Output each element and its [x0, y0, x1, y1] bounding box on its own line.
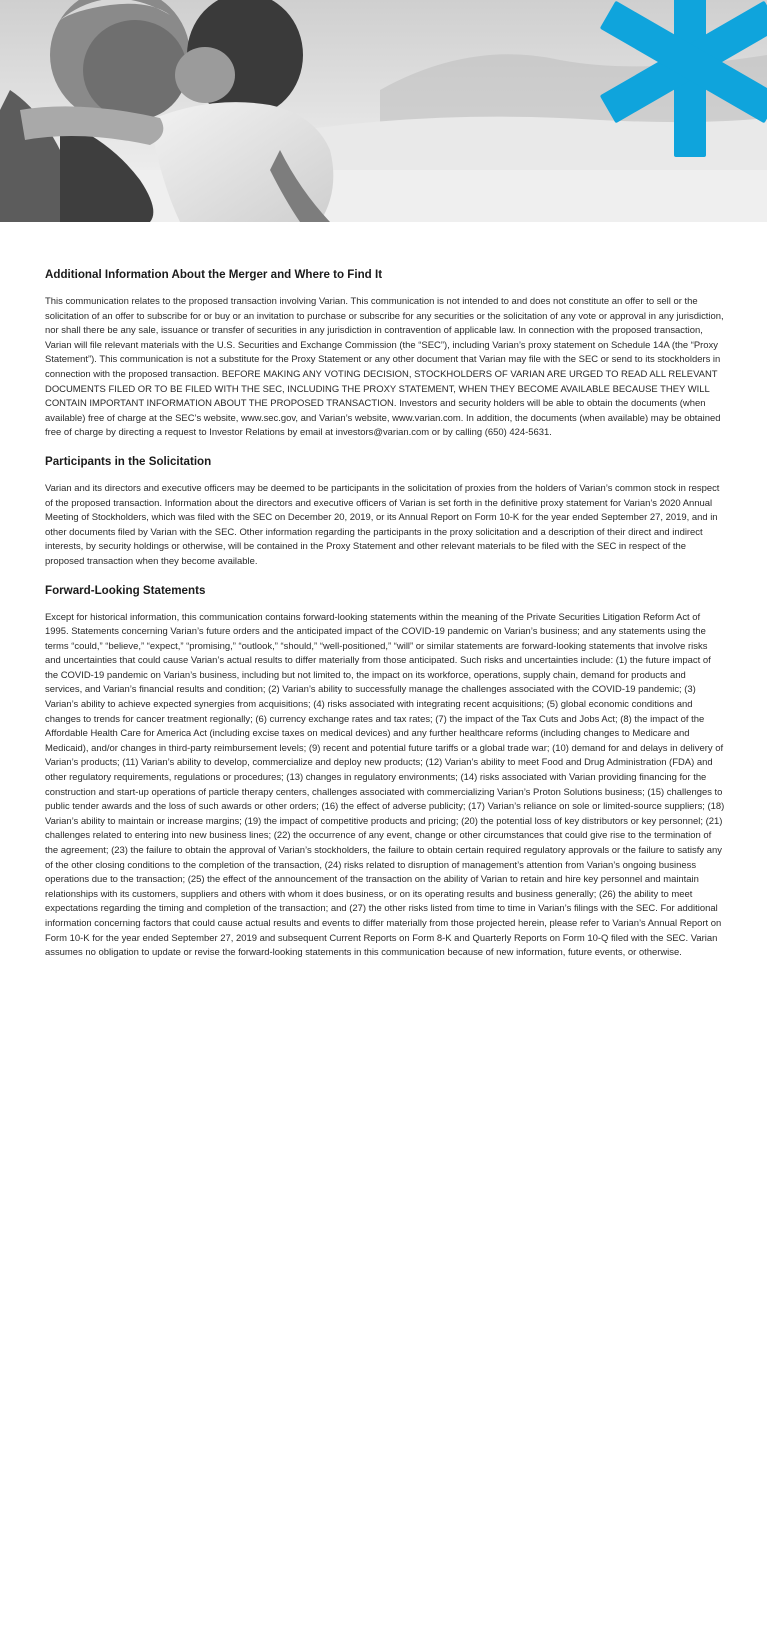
document-body: [45, 268, 725, 975]
section-participants: [45, 455, 725, 570]
section-body: Varian and its directors and executive officers may be deemed to be participants in the solicitation of proxies from the holders of Varian’s common stock in respect of the proposed transaction. Information about the directors and executive officers of Varian is set forth in the definitive proxy statement for Varian’s 2020 Annual Meeting of Stockholders, which was filed with the SEC on December 20, 2019, or its Annual Report on Form 10-K for the year ended September 27, 2019, and in other documents filed by Varian with the SEC. Other information regarding the participants in the proxy solicitation and a description of their direct and indirect interests, by security holdings or otherwise, will be contained in the Proxy Statement and other relevant materials to be filed with the SEC in respect of the proposed transaction when they become available.: [45, 482, 720, 567]
header-photo: [0, 0, 767, 222]
section-forward-looking: [45, 584, 725, 961]
section-heading: Participants in the Solicitation: [45, 454, 212, 468]
section-heading: Additional Information About the Merger and Where to Find It: [45, 268, 383, 281]
header-photo-illustration: [0, 0, 767, 222]
section-merger-info: [45, 268, 725, 441]
section-heading: Forward-Looking Statements: [45, 583, 206, 597]
section-body: Except for historical information, this communication contains forward-looking statements within the meaning of the Private Securities Litigation Reform Act of 1995. Statements concerning Varian’s future orders and the anticipated impact of the COVID-19 pandemic on Varian’s business; and any statements using the terms “could,” “believe,” “expect,” “promising,” “outlook,” “should,” “well-positioned,” “will” or similar statements are forward-looking statements that involve risks and uncertainties that could cause Varian’s actual results to differ materially from those anticipated. Such risks and uncertainties include: (1) the future impact of the COVID-19 pandemic on Varian’s business, including but not limited to, the impact on its workforce, operations, supply chain, demand for products and services, and Varian’s financial results and condition; (2) Varian’s ability to successfully manage the challenges associated with the COVID-19 pandemic; (3) Varian’s ability to achieve expected synergies from acquisitions; (4) risks associated with integrating recent acquisitions; (5) global economic conditions and changes to trends for cancer treatment regionally; (6) currency exchange rates and tax rates; (7) the impact of the Tax Cuts and Jobs Act; (8) the impact of the Affordable Health Care for America Act (including excise taxes on medical devices) and any further healthcare reforms (including changes to Medicare and Medicaid), and/or changes in third-party reimbursement levels; (9) recent and potential future tariffs or a global trade war; (10) demand for and delays in delivery of Varian’s products; (11) Varian’s ability to develop, commercialize and deploy new products; (12) Varian’s ability to meet Food and Drug Administration (FDA) and other regulatory requirements, regulations or procedures; (13) changes in regulatory environments; (14) risks associated with Varian providing financing for the construction and start-up operations of particle therapy centers, challenges associated with commercializing Varian’s Proton Solutions business; (15) challenges to public tender awards and the loss of such awards or other orders; (16) the effect of adverse publicity; (17) Varian’s reliance on sole or limited-source suppliers; (18) Varian’s ability to maintain or increase margins; (19) the impact of competitive products and pricing; (20) the potential loss of key distributors or key personnel; (21) challenges related to entering into new business lines; (22) the occurrence of any event, change or other circumstances that could give rise to the termination of the agreement; (23) the failure to obtain the approval of Varian’s stockholders, the failure to obtain certain required regulatory approvals or the failure to satisfy any of the other closing conditions to the completion of the transaction, (24) risks related to disruption of management’s attention from Varian’s ongoing business operations due to the transaction; (25) the effect of the announcement of the transaction on the ability of Varian to retain and hire key personnel and maintain relationships with its customers, suppliers and others with whom it does business, or on its operating results and business generally; (26) the ability to meet expectations regarding the timing and completion of the transaction; and (27) the other risks listed from time to time in Varian’s filings with the SEC. For additional information concerning factors that could cause actual results and events to differ materially from those projected herein, please refer to Varian’s Annual Report on Form 10-K for the year ended September 27, 2019 and subsequent Current Reports on Form 8-K and Quarterly Reports on Form 10-Q filed with the SEC. Varian assumes no obligation to update or revise the forward-looking statements in this communication because of new information, future events, or otherwise.: [45, 611, 725, 959]
section-body: This communication relates to the proposed transaction involving Varian. This communication is not intended to and does not constitute an offer to sell or the solicitation of an offer to subscribe for or buy or an invitation to purchase or subscribe for any securities or the solicitation of any vote or approval in any jurisdiction, nor shall there be any sale, issuance or transfer of securities in any jurisdiction in contravention of applicable law. In connection with the proposed transaction, Varian will file relevant materials with the U.S. Securities and Exchange Commission (the “SEC”), including Varian’s proxy statement on Schedule 14A (the “Proxy Statement”). This communication is not a substitute for the Proxy Statement or any other document that Varian may file with the SEC or send to its stockholders in connection with the proposed transaction. BEFORE MAKING ANY VOTING DECISION, STOCKHOLDERS OF VARIAN ARE URGED TO READ ALL RELEVANT DOCUMENTS FILED OR TO BE FILED WITH THE SEC, INCLUDING THE PROXY STATEMENT, WHEN THEY BECOME AVAILABLE BECAUSE THEY WILL CONTAIN IMPORTANT INFORMATION ABOUT THE PROPOSED TRANSACTION. Investors and security holders will be able to obtain the documents (when available) free of charge at the SEC’s website, www.sec.gov, and Varian’s website, www.varian.com. In addition, the documents (when available) may be obtained free of charge by directing a request to Investor Relations by email at investors@varian.com or by calling (650) 424-5631.: [45, 296, 724, 439]
